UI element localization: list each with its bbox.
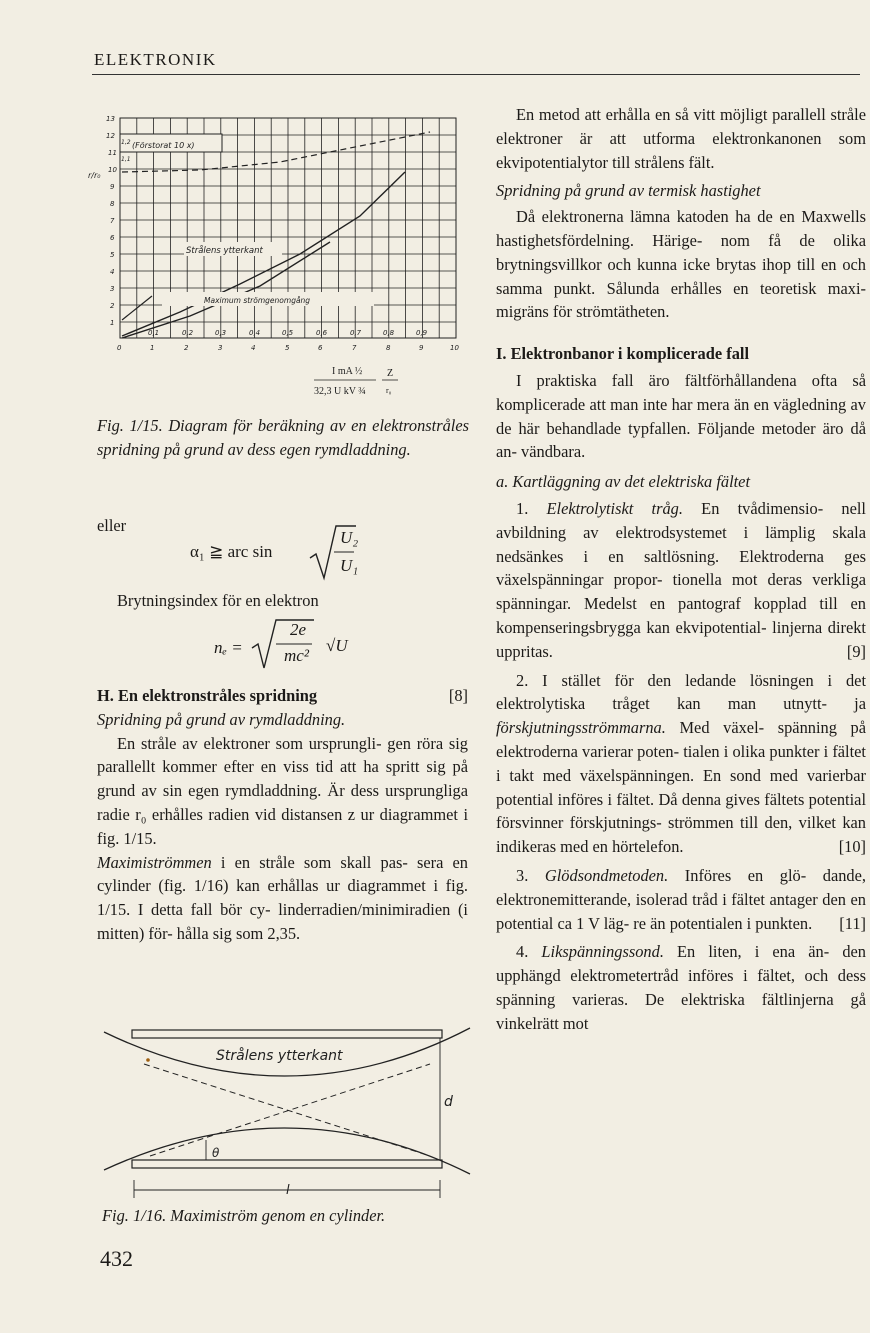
- formula2-den: mc²: [284, 646, 309, 665]
- method-1-ref: [9]: [846, 641, 866, 661]
- y-tick: 5: [110, 251, 115, 259]
- max-current-term: Maximiströmmen: [97, 852, 212, 872]
- method-4-paragraph: 4. Likspänningssond. En liten, i ena än- den upphängd elektrometertråd införes i fältet, och dess spänning varieras. De elektriska fältlinjerna gå vinkelrätt mot: [496, 942, 866, 1033]
- y-tick: 11: [108, 149, 117, 157]
- zoom-tick-11: 1,1: [121, 156, 131, 163]
- right-column: [496, 103, 866, 1035]
- x-tick-inner: 0,5: [282, 329, 294, 337]
- x-tick: 4: [251, 344, 256, 352]
- label-l: l: [286, 1183, 290, 1198]
- y-tick: 4: [110, 268, 115, 276]
- y-tick: 9: [110, 183, 115, 191]
- label-max-current: Maximum strömgenomgång: [204, 296, 311, 305]
- formula-denominator: 32,3 U kV ¾: [314, 386, 366, 397]
- y-tick: 2: [110, 302, 115, 310]
- method-2-term: förskjutningsströmmarna.: [496, 718, 666, 738]
- x-tick: 0: [117, 344, 122, 352]
- x-tick: 5: [285, 344, 290, 352]
- x-tick: 1: [150, 344, 155, 352]
- page-number: 432: [100, 1246, 133, 1271]
- figure-1-15-caption: Fig. 1/15. Diagram för beräkning av en elektronstråles spridning på grund av dess egen rymdladdning.: [97, 416, 469, 459]
- label-outer-edge: Strålens ytterkant: [186, 246, 263, 256]
- formula2-lhs: nₑ =: [214, 638, 243, 657]
- section-h: [97, 684, 468, 946]
- label-theta: θ: [212, 1146, 220, 1160]
- x-tick: 8: [386, 344, 391, 352]
- method-4-term: Likspänningssond.: [541, 942, 664, 962]
- running-header: ELEKTRONIK: [94, 50, 217, 69]
- x-tick-inner: 0,3: [215, 329, 227, 337]
- method-1-term: Elektrolytiskt tråg.: [546, 498, 683, 518]
- thermal-subheading: Spridning på grund av termisk hastighet: [496, 181, 761, 201]
- y-tick: 6: [110, 234, 115, 242]
- formula-arcsin: [190, 524, 370, 584]
- section-h-paragraph-2: [97, 851, 468, 946]
- thermal-paragraph: Då elektronerna lämna katoden ha de en Maxwells hastighetsfördelning. Härige- nom få de olika brytningsvillkor och kunna icke brytas ihop till en och samma punkt. Sålunda erhålles en teoretisk maxi- migräns för strömtätheten.: [496, 207, 866, 322]
- section-h-title: H. En elektronstråles spridning: [97, 686, 318, 705]
- method-2-ref: [10]: [838, 837, 866, 857]
- section-i-heading: I. Elektronbanor i komplicerade fall: [496, 344, 750, 364]
- x-tick-inner: 0,7: [350, 329, 362, 337]
- y-tick: 8: [110, 200, 115, 208]
- formula1-num: U₂: [340, 528, 359, 547]
- paragraph-2-text: i en stråle som skall pas- sera en cylinder (fig. 1/16) kan erhållas ur diagrammet i fig. 1/15. I detta fall bör cy- linderradien/minimiradien (i mitten) för- hålla sig som 2,35.: [97, 852, 468, 943]
- x-tick-inner: 0,1: [148, 329, 160, 337]
- y-tick: 10: [108, 166, 117, 174]
- formula1-den: U₁: [340, 556, 359, 575]
- section-h-paragraph-1: En stråle av elektroner som ursprungli- gen röra sig parallellt kommer efter en viss tid att ha spritt sig på grund av sin egen rymdladdning. Är dess ursprungliga radie r₀ erhålles radien vid distansen z ur diagrammet i fig. 1/15.: [97, 733, 468, 848]
- formula-r0: r₀: [386, 386, 392, 395]
- x-tick: 9: [419, 344, 424, 352]
- zoom-label: (Förstorat 10 x): [132, 141, 195, 150]
- formula2-num: 2e: [290, 620, 307, 639]
- method-1-paragraph: 1. Elektrolytiskt tråg. En tvådimensio- nell avbildning av elektrodsystemet i lämplig skala nedsänkes i en saltlösning. Elektroderna ges växelspänningar propor- tionella mot deras verkliga spänningar. Medelst en pantograf kopplad till en kompenseringsbrygga kan ekvipotential- linjerna direkt uppritas. [9]: [496, 497, 866, 664]
- x-tick: 3: [218, 344, 223, 352]
- x-tick-inner: 0,9: [416, 329, 428, 337]
- figure-1-16-caption: Fig. 1/16. Maximiström genom en cylinder.: [102, 1206, 386, 1225]
- refraction-index-label: Brytningsindex för en elektron: [117, 591, 319, 610]
- y-tick: 3: [110, 285, 115, 293]
- y-tick: 1: [110, 319, 115, 327]
- formula-refraction: [214, 618, 374, 674]
- beam-axis-cross-1: [144, 1064, 430, 1156]
- figure-1-16-diagram: [100, 1022, 472, 1202]
- x-tick-inner: 0,4: [249, 329, 261, 337]
- x-tick-inner: 0,6: [316, 329, 328, 337]
- section-h-ref: [8]: [448, 686, 468, 705]
- section-i-paragraph: I praktiska fall äro fältförhållandena ofta så komplicerade att man inte har mera än en vägledning av de här behandlade typfallen. Följande metoder äro då an- vändbara.: [496, 370, 866, 462]
- formula-numerator: I mA ½: [332, 366, 363, 377]
- y-tick: 7: [110, 217, 115, 225]
- x-tick: 2: [184, 344, 189, 352]
- method-3-paragraph: 3. Glödsondmetoden. Införes en glö- dande, elektronemitterande, isolerad tråd i fältet antager den en potential ca 1 V läg- re än potentialen i punkten. [11]: [496, 864, 866, 935]
- subsection-a-heading: a. Kartläggning av det elektriska fältet: [496, 472, 751, 492]
- method-3-term: Glödsondmetoden.: [544, 865, 669, 885]
- y-tick: 12: [106, 132, 115, 140]
- figure-1-15-diagram: [88, 106, 470, 397]
- section-h-subtitle: Spridning på grund av rymdladdning.: [97, 709, 346, 729]
- label-beam-outer-edge: Strålens ytterkant: [216, 1048, 343, 1064]
- formula1-lhs: α₁ ≧ arc sin: [190, 542, 273, 561]
- x-tick-inner: 0,2: [182, 329, 194, 337]
- label-d: d: [444, 1094, 453, 1110]
- y-axis-label: r/r₀: [88, 171, 101, 180]
- header-rule: [92, 74, 860, 75]
- x-tick-inner: 0,8: [383, 329, 395, 337]
- method-3-ref: [11]: [839, 913, 866, 933]
- x-tick: 6: [318, 344, 323, 352]
- formula2-rhs: √U: [326, 636, 348, 655]
- eller-text: eller: [97, 516, 127, 535]
- x-tick: 10: [450, 344, 459, 352]
- intro-paragraph: En metod att erhålla en så vitt möjligt parallell stråle elektroner är att utforma elektronkanonen som ekvipotentialytor till strålens fält.: [496, 105, 866, 172]
- method-2-paragraph: 2. I stället för den ledande lösningen i det elektrolytiska tråget kan man utnytt- ja förskjutningsströmmarna. Med växel- spänning på elektroderna varierar poten- tialen i olika punkter i fältet i takt med växelspänningen. En sond med varierbar potential införes i fältet. Då denna gives fältets potential försvinner förskjutnings- strömmen till den, vilket kan indikeras med en hörtelefon. [10]: [496, 669, 866, 859]
- x-tick: 7: [352, 344, 357, 352]
- y-tick: 13: [106, 115, 115, 123]
- zoom-tick-12: 1,2: [121, 139, 131, 146]
- formula-z: Z: [387, 368, 394, 379]
